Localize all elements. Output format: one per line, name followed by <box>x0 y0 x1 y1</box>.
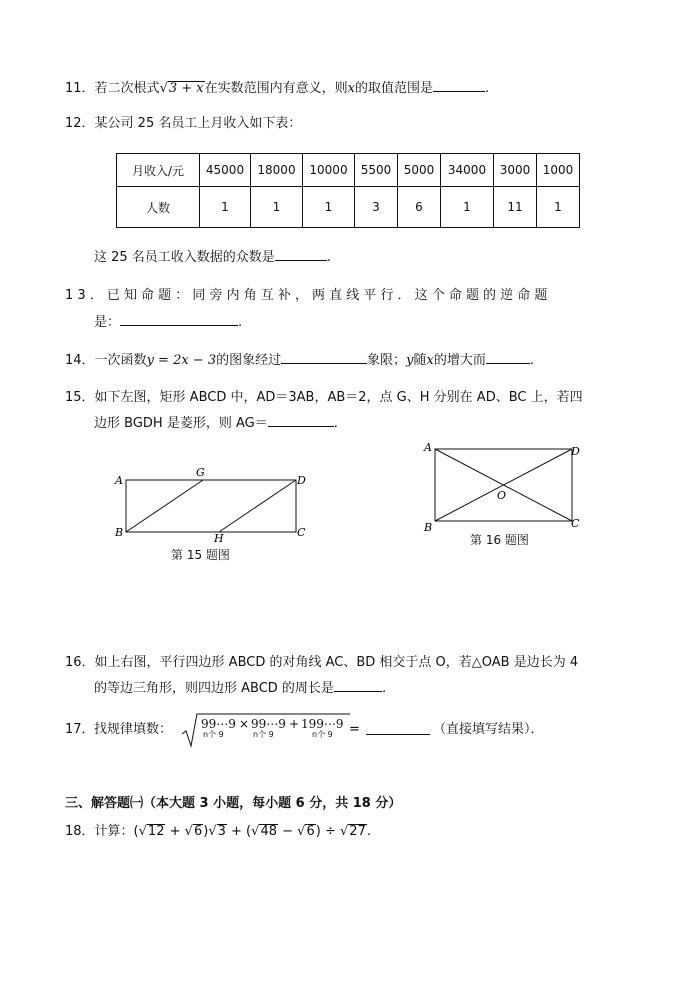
answer-blank-14b[interactable] <box>486 350 530 364</box>
table-cell: 1000 <box>537 154 580 187</box>
q18: 18．计算：(√12 + √6)√3 + (√48 − √6) ÷ √27. <box>65 824 371 839</box>
table-cell: 3000 <box>494 154 537 187</box>
q12: 12．某公司 25 名员工上月收入如下表： <box>65 116 302 131</box>
income-table <box>116 153 580 228</box>
answer-blank-17[interactable] <box>366 721 430 735</box>
q15-line1: 15．如下左图，矩形 ABCD 中，AD＝3AB，AB＝2，点 G、H 分别在 AD、BC 上，若四 <box>65 390 583 405</box>
table-cell: 1 <box>303 187 355 228</box>
label-d: D <box>297 474 306 487</box>
label-b: B <box>424 521 433 534</box>
label-a: A <box>115 474 123 487</box>
q16-line1: 16．如上右图，平行四边形 ABCD 的对角线 AC、BD 相交于点 O，若△OAB 是边长为 4 <box>65 655 579 670</box>
table-cell: 18000 <box>251 154 303 187</box>
table-cell: 1 <box>537 187 580 228</box>
table-cell: 1 <box>251 187 303 228</box>
q11: 11．若二次根式√3 + x在实数范围内有意义，则x的取值范围是 . <box>65 78 489 98</box>
table-cell: 45000 <box>200 154 251 187</box>
figure-15 <box>108 462 318 542</box>
table-cell: 1 <box>200 187 251 228</box>
table-cell: 1 <box>441 187 494 228</box>
row-label-income: 月收入/元 <box>117 154 200 187</box>
label-a: A <box>424 441 432 454</box>
label-d: D <box>571 445 580 458</box>
table-cell: 11 <box>494 187 537 228</box>
table-cell: 6 <box>398 187 441 228</box>
answer-blank-16[interactable] <box>334 678 382 692</box>
table-cell: 3 <box>355 187 398 228</box>
figure-16-caption: 第 16 题图 <box>470 533 529 547</box>
rectangle-abcd <box>126 480 296 532</box>
answer-blank-14a[interactable] <box>281 350 367 364</box>
answer-blank-11[interactable] <box>433 78 485 92</box>
table-cell: 5000 <box>398 154 441 187</box>
q12-follow: 这 25 名员工收入数据的众数是 . <box>94 247 331 267</box>
table-cell: 10000 <box>303 154 355 187</box>
label-g: G <box>196 466 205 479</box>
figure-15-caption: 第 15 题图 <box>171 548 230 562</box>
answer-blank-12[interactable] <box>275 247 327 261</box>
q16-line2: 的等边三角形，则四边形 ABCD 的周长是 . <box>94 678 386 698</box>
q15-line2: 边形 BGDH 是菱形，则 AG＝ . <box>94 413 338 433</box>
table-cell: 5500 <box>355 154 398 187</box>
section-3-heading: 三、解答题㈠（本大题 3 小题，每小题 6 分，共 18 分） <box>65 796 402 811</box>
table-cell: 34000 <box>441 154 494 187</box>
segment-bg <box>126 480 203 532</box>
figure-16 <box>420 438 590 536</box>
q13-line2: 是： . <box>94 312 242 332</box>
segment-hd <box>219 480 296 532</box>
label-h: H <box>214 532 224 542</box>
q14: 14．一次函数y = 2x − 3的图象经过 象限；y随x的增大而 . <box>65 350 534 370</box>
q13-line1: 13．已知命题：同旁内角互补，两直线平行．这个命题的逆命题 <box>65 288 552 303</box>
answer-blank-13[interactable] <box>120 312 238 326</box>
row-label-count: 人数 <box>117 187 200 228</box>
label-o: O <box>497 489 507 502</box>
q17: 17． 找规律填数： 99⋯9 n个 9 × 99⋯9 n个 9 + 199⋯9 n个 9 = （直接填写结果）． <box>65 712 665 752</box>
label-c: C <box>571 517 580 530</box>
label-b: B <box>115 526 124 539</box>
answer-blank-15[interactable] <box>268 413 334 427</box>
label-c: C <box>297 526 306 539</box>
